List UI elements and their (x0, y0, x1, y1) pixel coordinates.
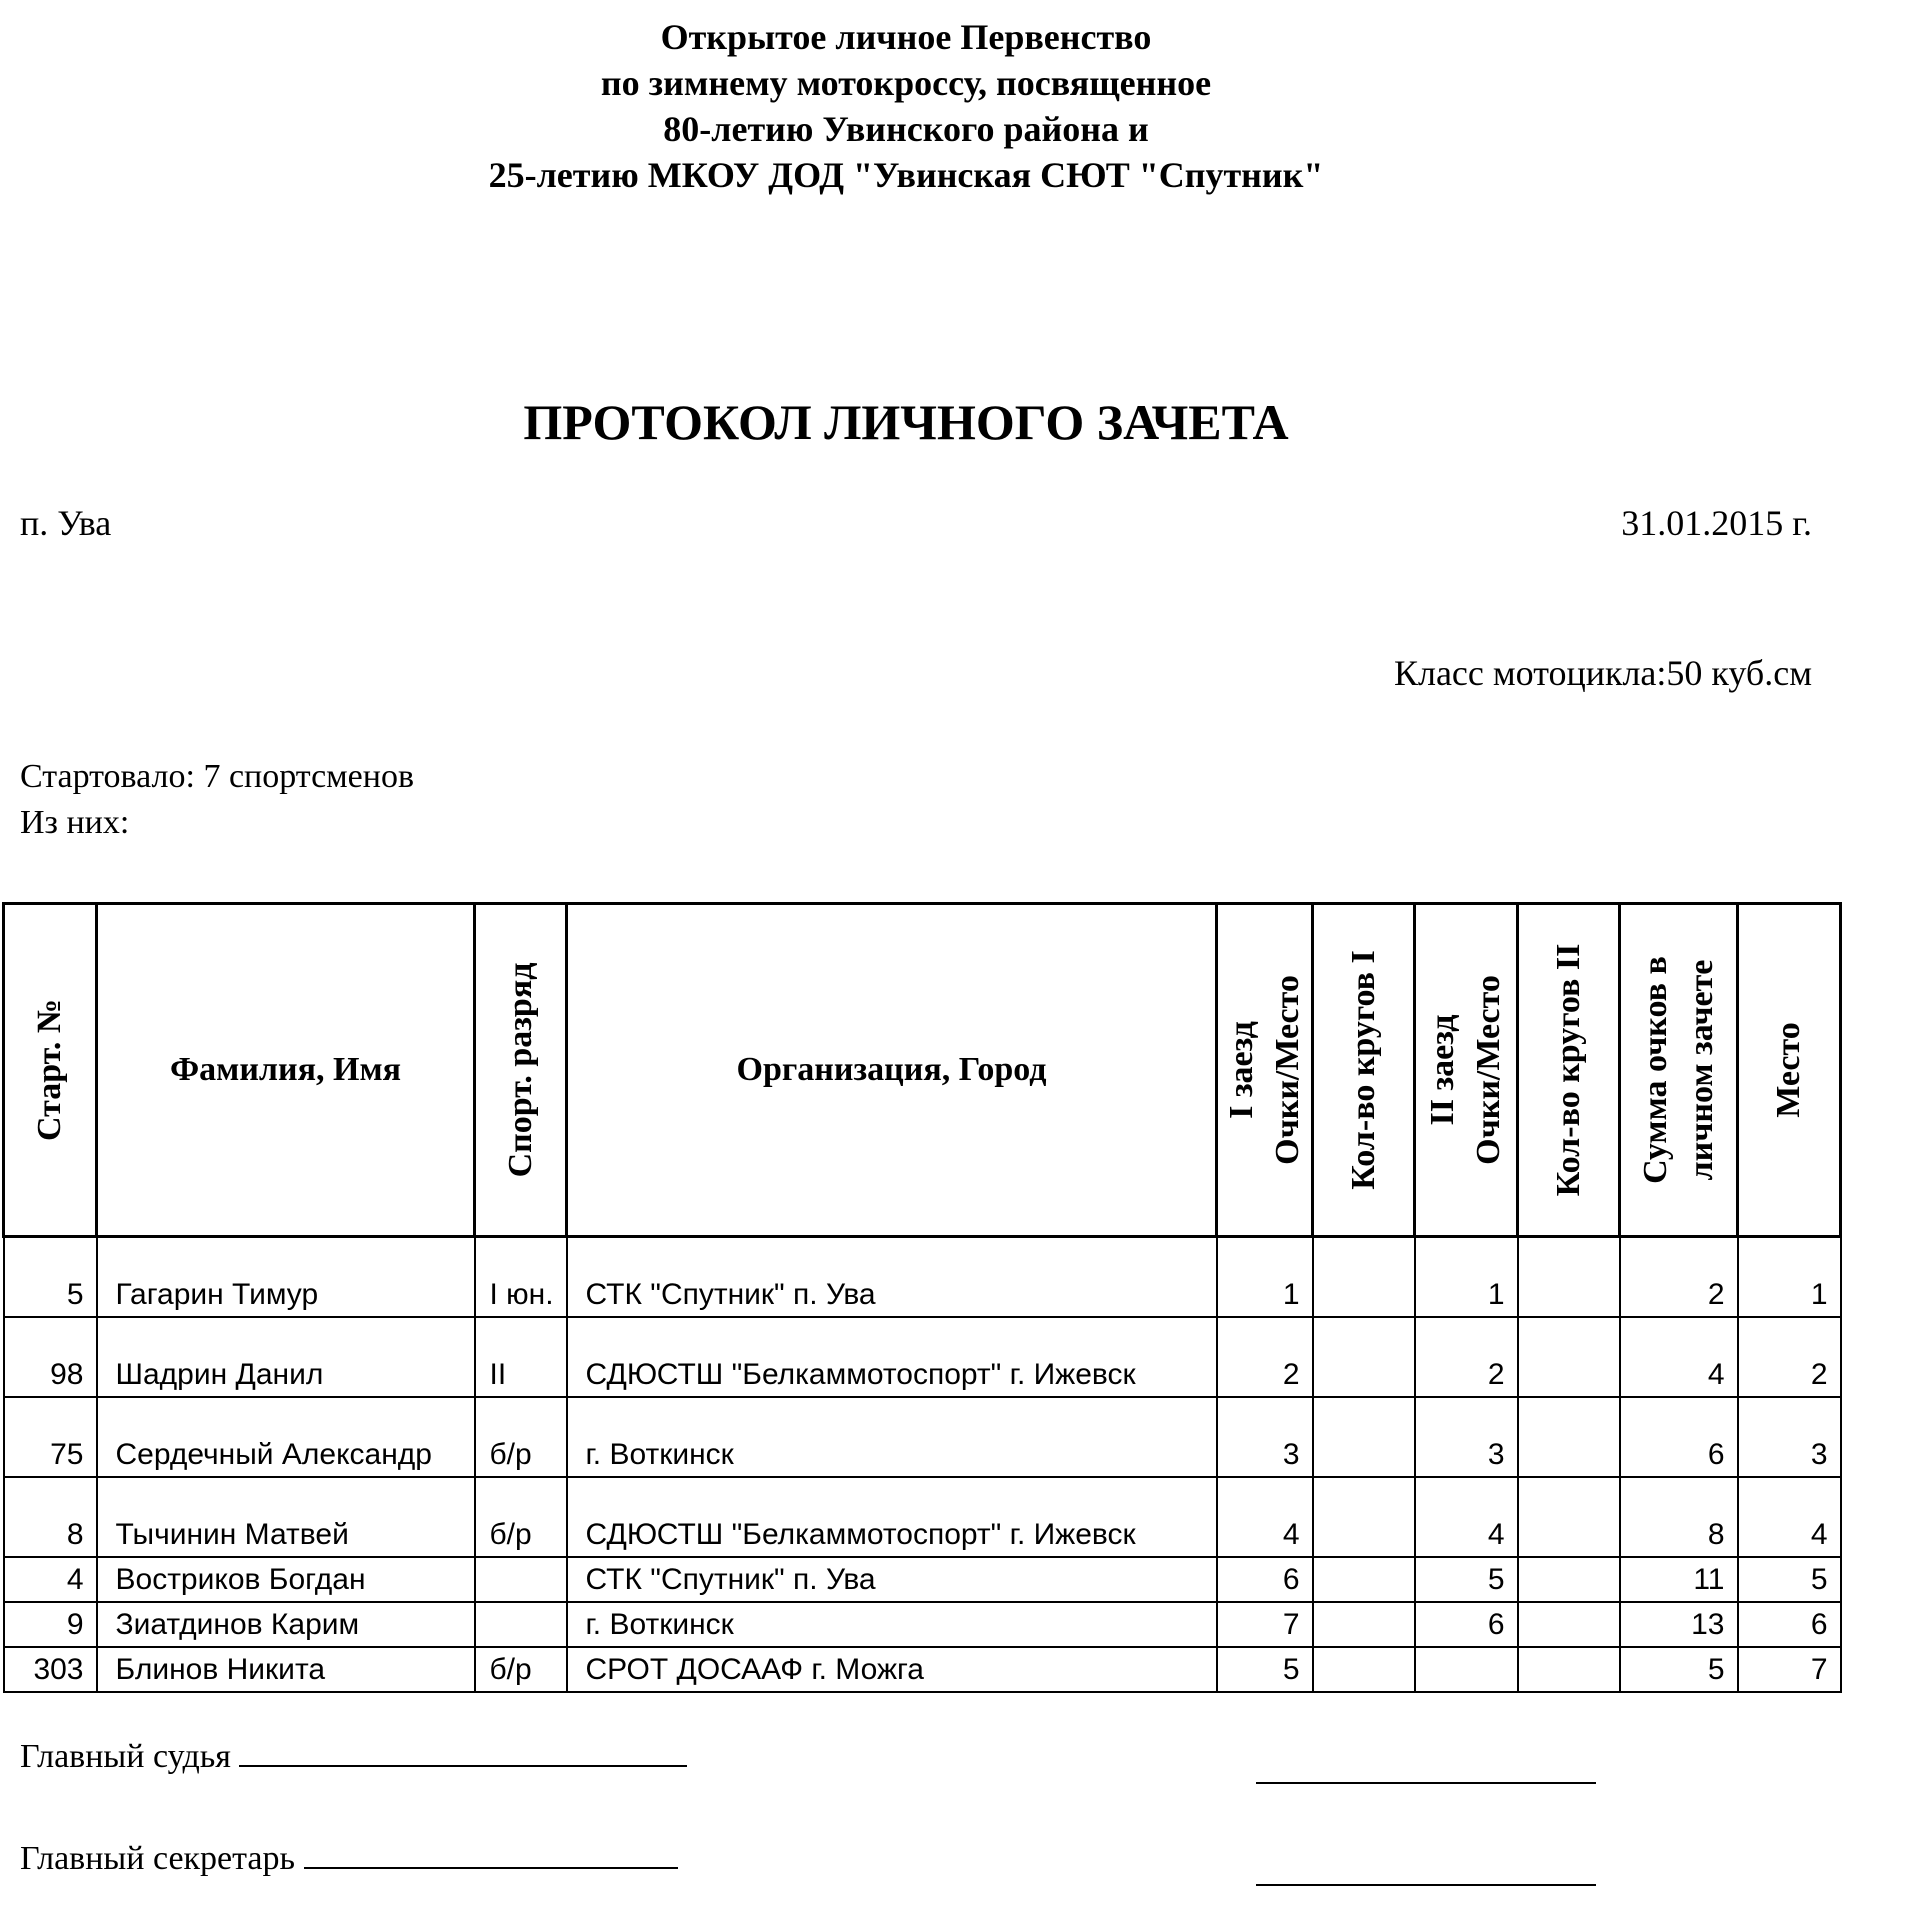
cell-race1: 4 (1217, 1477, 1313, 1557)
cell-organization: г. Воткинск (567, 1397, 1217, 1477)
cell-place: 7 (1738, 1647, 1841, 1692)
cell-total: 5 (1620, 1647, 1738, 1692)
of-them-label: Из них: (20, 804, 130, 841)
cell-place: 6 (1738, 1602, 1841, 1647)
event-title-line: Открытое личное Первенство (660, 17, 1152, 57)
cell-start-no: 4 (4, 1557, 97, 1602)
motorcycle-class: Класс мотоцикла:50 куб.см (1393, 653, 1812, 693)
event-title-line: по зимнему мотокроссу, посвященное (600, 63, 1212, 103)
cell-start-no: 8 (4, 1477, 97, 1557)
cell-race1: 7 (1217, 1602, 1313, 1647)
chief-secretary-name-line (1256, 1884, 1596, 1886)
header-total-points: Сумма очков в личном зачете (1620, 904, 1738, 1237)
header-laps1: Кол-во кругов I (1313, 904, 1415, 1237)
table-row (4, 1647, 1841, 1692)
date: 31.01.2015 г. (1621, 503, 1812, 543)
cell-laps1 (1313, 1477, 1415, 1557)
cell-total: 2 (1620, 1237, 1738, 1317)
cell-organization: СДЮСТШ "Белкаммотоспорт" г. Ижевск (567, 1317, 1217, 1397)
event-title-line: 80-летию Увинского района и (663, 109, 1149, 149)
header-place: Место (1738, 904, 1841, 1237)
header-race1: I заезд Очки/Место (1217, 904, 1313, 1237)
results-table (2, 902, 1842, 1693)
cell-start-no: 9 (4, 1602, 97, 1647)
cell-race2: 2 (1415, 1317, 1518, 1397)
cell-name: Шадрин Данил (97, 1317, 475, 1397)
cell-total: 13 (1620, 1602, 1738, 1647)
document-title: ПРОТОКОЛ ЛИЧНОГО ЗАЧЕТА (523, 394, 1289, 450)
cell-rank: б/р (475, 1477, 567, 1557)
header-name: Фамилия, Имя (97, 904, 475, 1237)
cell-laps2 (1518, 1397, 1620, 1477)
cell-laps1 (1313, 1647, 1415, 1692)
table-row (4, 1397, 1841, 1477)
cell-race2: 3 (1415, 1397, 1518, 1477)
cell-laps2 (1518, 1557, 1620, 1602)
place: п. Ува (20, 503, 112, 543)
event-title-line: 25-летию МКОУ ДОД "Увинская СЮТ "Спутник" (488, 155, 1324, 195)
cell-laps2 (1518, 1237, 1620, 1317)
cell-name: Гагарин Тимур (97, 1237, 475, 1317)
cell-start-no: 303 (4, 1647, 97, 1692)
cell-name: Сердечный Александр (97, 1397, 475, 1477)
cell-laps2 (1518, 1317, 1620, 1397)
started-count: Стартовало: 7 спортсменов (20, 758, 415, 795)
cell-start-no: 75 (4, 1397, 97, 1477)
cell-race2 (1415, 1647, 1518, 1692)
table-row (4, 1557, 1841, 1602)
cell-laps1 (1313, 1397, 1415, 1477)
cell-race1: 5 (1217, 1647, 1313, 1692)
cell-start-no: 5 (4, 1237, 97, 1317)
cell-place: 3 (1738, 1397, 1841, 1477)
chief-judge-label: Главный судья (20, 1738, 231, 1775)
cell-name: Тычинин Матвей (97, 1477, 475, 1557)
cell-laps1 (1313, 1317, 1415, 1397)
header-start-no: Старт. № (4, 904, 97, 1237)
cell-race1: 1 (1217, 1237, 1313, 1317)
cell-race2: 1 (1415, 1237, 1518, 1317)
cell-organization: СРОТ ДОСААФ г. Можга (567, 1647, 1217, 1692)
event-title (0, 14, 1812, 198)
table-row (4, 1477, 1841, 1557)
cell-place: 1 (1738, 1237, 1841, 1317)
cell-laps1 (1313, 1237, 1415, 1317)
header-rank: Спорт. разряд (475, 904, 567, 1237)
cell-laps1 (1313, 1557, 1415, 1602)
cell-rank (475, 1557, 567, 1602)
cell-rank: I юн. (475, 1237, 567, 1317)
header-laps2: Кол-во кругов II (1518, 904, 1620, 1237)
cell-organization: СТК "Спутник" п. Ува (567, 1237, 1217, 1317)
cell-organization: СТК "Спутник" п. Ува (567, 1557, 1217, 1602)
cell-race1: 3 (1217, 1397, 1313, 1477)
cell-organization: СДЮСТШ "Белкаммотоспорт" г. Ижевск (567, 1477, 1217, 1557)
table-header-row (4, 904, 1841, 1237)
cell-rank: б/р (475, 1397, 567, 1477)
table-row (4, 1237, 1841, 1317)
header-organization: Организация, Город (567, 904, 1217, 1237)
cell-place: 2 (1738, 1317, 1841, 1397)
cell-total: 8 (1620, 1477, 1738, 1557)
chief-judge-signature-line (239, 1765, 687, 1767)
cell-race2: 4 (1415, 1477, 1518, 1557)
cell-total: 4 (1620, 1317, 1738, 1397)
cell-race2: 5 (1415, 1557, 1518, 1602)
table-row (4, 1602, 1841, 1647)
cell-name: Востриков Богдан (97, 1557, 475, 1602)
cell-rank (475, 1602, 567, 1647)
chief-secretary-signature-line (304, 1867, 678, 1869)
chief-judge-name-line (1256, 1782, 1596, 1784)
cell-name: Блинов Никита (97, 1647, 475, 1692)
cell-race2: 6 (1415, 1602, 1518, 1647)
cell-place: 4 (1738, 1477, 1841, 1557)
cell-name: Зиатдинов Карим (97, 1602, 475, 1647)
cell-laps2 (1518, 1647, 1620, 1692)
chief-judge-signature (20, 1738, 687, 1776)
chief-secretary-label: Главный секретарь (20, 1840, 296, 1877)
cell-laps2 (1518, 1477, 1620, 1557)
cell-laps1 (1313, 1602, 1415, 1647)
cell-place: 5 (1738, 1557, 1841, 1602)
cell-total: 11 (1620, 1557, 1738, 1602)
cell-organization: г. Воткинск (567, 1602, 1217, 1647)
cell-start-no: 98 (4, 1317, 97, 1397)
cell-total: 6 (1620, 1397, 1738, 1477)
cell-rank: б/р (475, 1647, 567, 1692)
cell-race1: 2 (1217, 1317, 1313, 1397)
table-row (4, 1317, 1841, 1397)
cell-rank: II (475, 1317, 567, 1397)
header-race2: II заезд Очки/Место (1415, 904, 1518, 1237)
cell-laps2 (1518, 1602, 1620, 1647)
cell-race1: 6 (1217, 1557, 1313, 1602)
chief-secretary-signature (20, 1840, 678, 1878)
